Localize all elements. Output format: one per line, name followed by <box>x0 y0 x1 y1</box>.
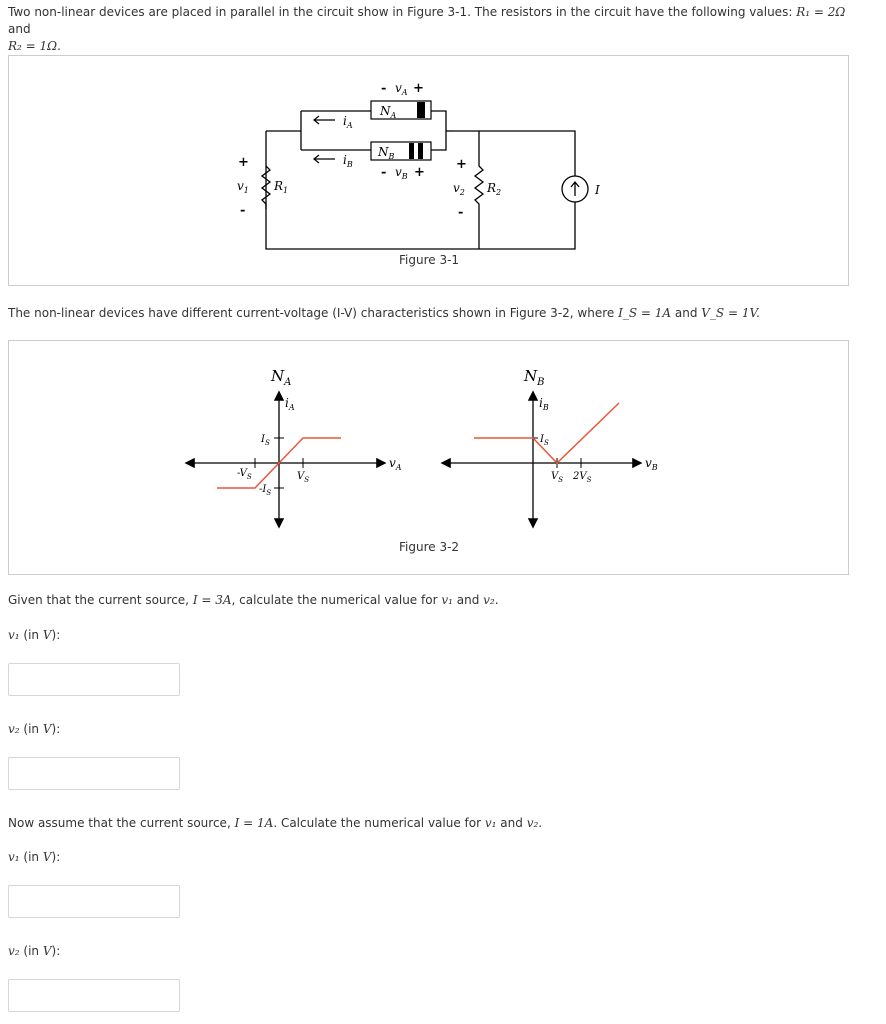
svg-text:iA <box>285 396 295 412</box>
q1-v2-symbol: v₂ <box>8 722 20 736</box>
q2-v1-input[interactable] <box>8 885 180 918</box>
v1-label: v <box>237 179 244 193</box>
q2-v1-label: v₁ (in V): <box>8 850 61 864</box>
nb-label: N <box>378 145 389 159</box>
q2-v1: v₁ <box>484 816 497 830</box>
intro-text: Two non-linear devices are placed in parallel in the circuit show in Figure 3-1. The resistors in the circuit have the following values: <box>8 5 797 19</box>
na-xaxis-sub: A <box>395 463 402 472</box>
q1-v1-symbol: v₁ <box>8 628 20 642</box>
svg-text:iA <box>343 114 353 130</box>
vb-sub: B <box>401 172 408 181</box>
v2-sub: 2 <box>459 188 465 197</box>
r1-label: R <box>274 179 284 193</box>
nb-yaxis-sub: B <box>542 403 549 412</box>
intro-and: and <box>8 22 31 36</box>
na-is-sub: S <box>264 439 270 447</box>
q1-condition: I = 3A <box>192 593 232 607</box>
va-minus: - <box>381 81 387 96</box>
na-neg-is-sub: S <box>266 489 272 497</box>
r2-equation: R₂ = 1Ω. <box>8 39 61 53</box>
q2-v2: v₂ <box>526 816 539 830</box>
intro2-and: and <box>671 306 702 320</box>
svg-text:vA <box>389 456 402 472</box>
na-yaxis-label: i <box>285 396 289 410</box>
r1-equation: R₁ = 2Ω <box>796 5 846 19</box>
q1-v1-label: v₁ (in V): <box>8 628 61 642</box>
na-is-label: I <box>261 434 265 445</box>
ia-label: i <box>343 114 347 128</box>
na-title-sub: A <box>284 377 292 388</box>
q1-v2: v₂ <box>483 593 495 607</box>
question-2 <box>8 815 542 832</box>
nb-iv-curve <box>474 403 619 463</box>
svg-text:R1 <box>273 179 288 195</box>
na-title: N <box>271 367 285 385</box>
na-xaxis-label: v <box>389 456 396 470</box>
r2-label: R <box>487 181 497 195</box>
nb-xaxis-sub: B <box>651 463 658 472</box>
nb-sub: B <box>388 152 395 161</box>
ia-sub: A <box>346 121 353 130</box>
ib-sub: B <box>346 160 353 169</box>
svg-text:vA <box>395 81 408 97</box>
q1-v1: v₁ <box>441 593 453 607</box>
na-label: N <box>380 104 391 118</box>
intro-paragraph <box>8 4 868 55</box>
intro2-paragraph <box>8 305 868 322</box>
q2-v2-input[interactable] <box>8 979 180 1012</box>
q2-v2-label: v₂ (in V): <box>8 944 61 958</box>
va-label: v <box>395 81 402 95</box>
device-na-band <box>417 102 425 118</box>
q2-condition: I = 1A <box>234 816 274 830</box>
question-1 <box>8 592 499 609</box>
circuit-diagram <box>9 56 848 285</box>
va-sub: A <box>401 88 408 97</box>
na-neg-vs-sub: S <box>246 473 252 481</box>
source-label: I <box>595 183 600 197</box>
svg-text:vB <box>645 456 658 472</box>
na-neg-is-label: -I <box>259 484 267 495</box>
q1-pre: Given that the current source, <box>8 593 193 607</box>
svg-text:-VS <box>237 468 252 481</box>
figure-3-2-caption: Figure 3-2 <box>399 540 460 554</box>
device-nb-band1 <box>409 143 414 159</box>
q1-v1-input[interactable] <box>8 663 180 696</box>
va-plus: + <box>413 81 424 96</box>
vb-plus: + <box>414 165 425 180</box>
is-equation: I_S = 1A <box>618 306 672 320</box>
svg-text:VS <box>297 471 309 484</box>
svg-text:vB <box>395 165 408 181</box>
svg-text:VS <box>551 471 563 484</box>
svg-text:IS <box>260 434 270 447</box>
figure-3-1-box <box>8 55 849 286</box>
svg-text:iB <box>539 396 549 412</box>
ib-label: i <box>343 153 347 167</box>
r2-sub: 2 <box>496 188 502 197</box>
q2-v2-symbol: v₂ <box>8 944 20 958</box>
na-vs-label: V <box>297 471 305 482</box>
q2-v1-symbol: v₁ <box>8 850 20 864</box>
na-vs-sub: S <box>304 476 310 484</box>
nb-yaxis-label: i <box>539 396 543 410</box>
svg-text:iB <box>343 153 353 169</box>
q2-end: . <box>538 816 543 830</box>
figure-3-1-caption: Figure 3-1 <box>399 253 460 267</box>
nb-vs-sub: S <box>558 476 564 484</box>
svg-text:v2 <box>453 181 465 197</box>
v2-label: v <box>453 181 460 195</box>
v1-sub: 1 <box>243 186 249 195</box>
nb-title-sub: B <box>537 377 545 388</box>
nb-two-vs-sub: S <box>586 476 592 484</box>
figure-3-2-box <box>8 340 849 575</box>
vb-label: v <box>395 165 402 179</box>
q2-and: and <box>496 816 527 830</box>
device-nb-band2 <box>418 143 423 159</box>
q1-and: and <box>452 593 484 607</box>
nb-is-label: I <box>540 434 544 445</box>
na-neg-vs-label: -V <box>237 468 247 479</box>
r1-sub: 1 <box>283 186 289 195</box>
q2-post: . Calculate the numerical value for <box>273 816 485 830</box>
q1-post: , calculate the numerical value for <box>231 593 442 607</box>
q1-end: . <box>494 593 499 607</box>
svg-text:-IS <box>259 484 271 497</box>
q1-v2-label: v₂ (in V): <box>8 722 61 736</box>
svg-text:NB <box>523 367 544 388</box>
v2-plus: + <box>456 157 467 172</box>
v2-minus: - <box>458 205 464 220</box>
q2-pre: Now assume that the current source, <box>8 816 235 830</box>
nb-vs-label: V <box>551 471 559 482</box>
na-sub: A <box>390 111 397 120</box>
v1-plus: + <box>238 155 249 170</box>
vb-minus: - <box>381 165 387 180</box>
svg-text:2VS <box>572 471 592 484</box>
nb-title: N <box>524 367 538 385</box>
vs-equation: V_S = 1V. <box>701 306 760 320</box>
na-yaxis-sub: A <box>288 403 295 412</box>
nb-xaxis-label: v <box>645 456 652 470</box>
v1-minus: - <box>240 203 246 218</box>
nb-is-sub: S <box>543 439 549 447</box>
intro2-text: The non-linear devices have different current-voltage (I-V) characteristics shown in Figure 3-2, where <box>8 306 619 320</box>
nb-two-vs-label: 2V <box>573 471 587 482</box>
svg-text:v1 <box>237 179 249 195</box>
q1-v2-input[interactable] <box>8 757 180 790</box>
svg-text:NA <box>270 367 291 388</box>
svg-text:R2 <box>486 181 501 197</box>
